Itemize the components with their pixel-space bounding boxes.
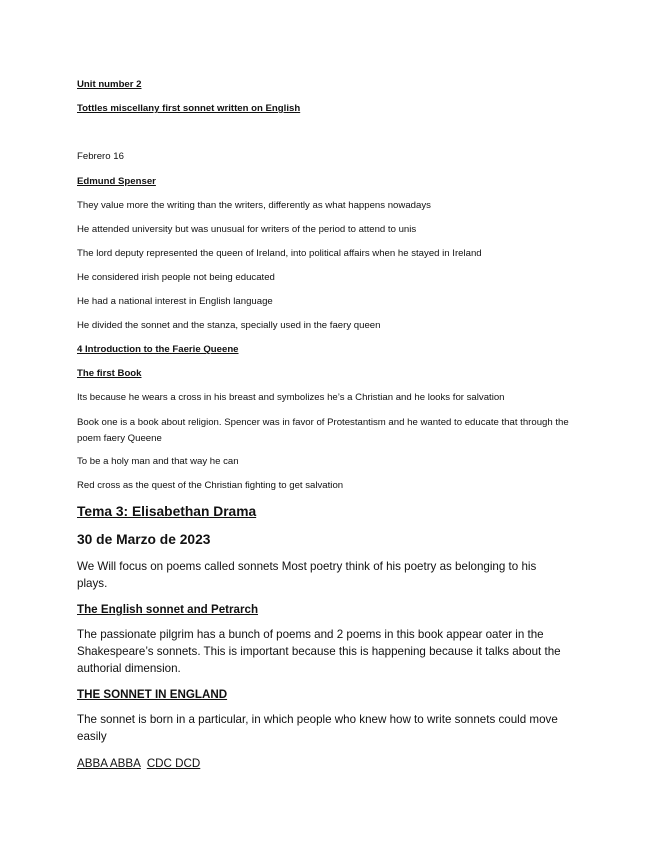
rhyme-octave: ABBA ABBA bbox=[77, 757, 141, 770]
paragraph: Book one is a book about religion. Spencer was in favor of Protestantism and he wanted to educate that through the poem faery Queene bbox=[77, 417, 569, 444]
paragraph: Red cross as the quest of the Christian fighting to get salvation bbox=[77, 480, 344, 491]
paragraph: The passionate pilgrim has a bunch of poems and 2 poems in this book appear oater in the Shakespeare’s sonnets. This is important because this is happening because it talks about the authorial dimension. bbox=[77, 628, 561, 675]
paragraph: He attended university but was unusual for writers of the period to attend to unis bbox=[77, 224, 417, 235]
paragraph: The sonnet is born in a particular, in which people who knew how to write sonnets could move easily bbox=[77, 713, 558, 743]
first-book-heading: The first Book bbox=[77, 368, 142, 379]
faerie-queene-heading: 4 Introduction to the Faerie Queene bbox=[77, 344, 239, 355]
sonnet-in-england-heading: THE SONNET IN ENGLAND bbox=[77, 688, 228, 701]
date-marzo-heading: 30 de Marzo de 2023 bbox=[77, 532, 211, 547]
tottles-heading: Tottles miscellany first sonnet written on English bbox=[77, 103, 301, 114]
rhyme-sestet: CDC DCD bbox=[146, 757, 201, 770]
rhyme-scheme-line bbox=[77, 755, 587, 772]
paragraph: He had a national interest in English language bbox=[77, 296, 273, 307]
paragraph: The lord deputy represented the queen of Ireland, into political affairs when he stayed in Ireland bbox=[77, 248, 482, 259]
tema-3-heading: Tema 3: Elisabethan Drama bbox=[77, 504, 257, 519]
paragraph: We Will focus on poems called sonnets Most poetry think of his poetry as belonging to his plays. bbox=[77, 560, 537, 590]
paragraph: They value more the writing than the writers, differently as what happens nowadays bbox=[77, 200, 431, 211]
paragraph: To be a holy man and that way he can bbox=[77, 456, 239, 467]
paragraph: He considered irish people not being educated bbox=[77, 272, 275, 283]
english-sonnet-heading: The English sonnet and Petrarch bbox=[77, 603, 259, 616]
paragraph: Its because he wears a cross in his breast and symbolizes he’s a Christian and he looks for salvation bbox=[77, 392, 505, 403]
edmund-spenser-heading: Edmund Spenser bbox=[77, 176, 156, 187]
paragraph: He divided the sonnet and the stanza, specially used in the faery queen bbox=[77, 320, 381, 331]
date-febrero: Febrero 16 bbox=[77, 151, 124, 162]
unit-heading: Unit number 2 bbox=[77, 79, 142, 90]
